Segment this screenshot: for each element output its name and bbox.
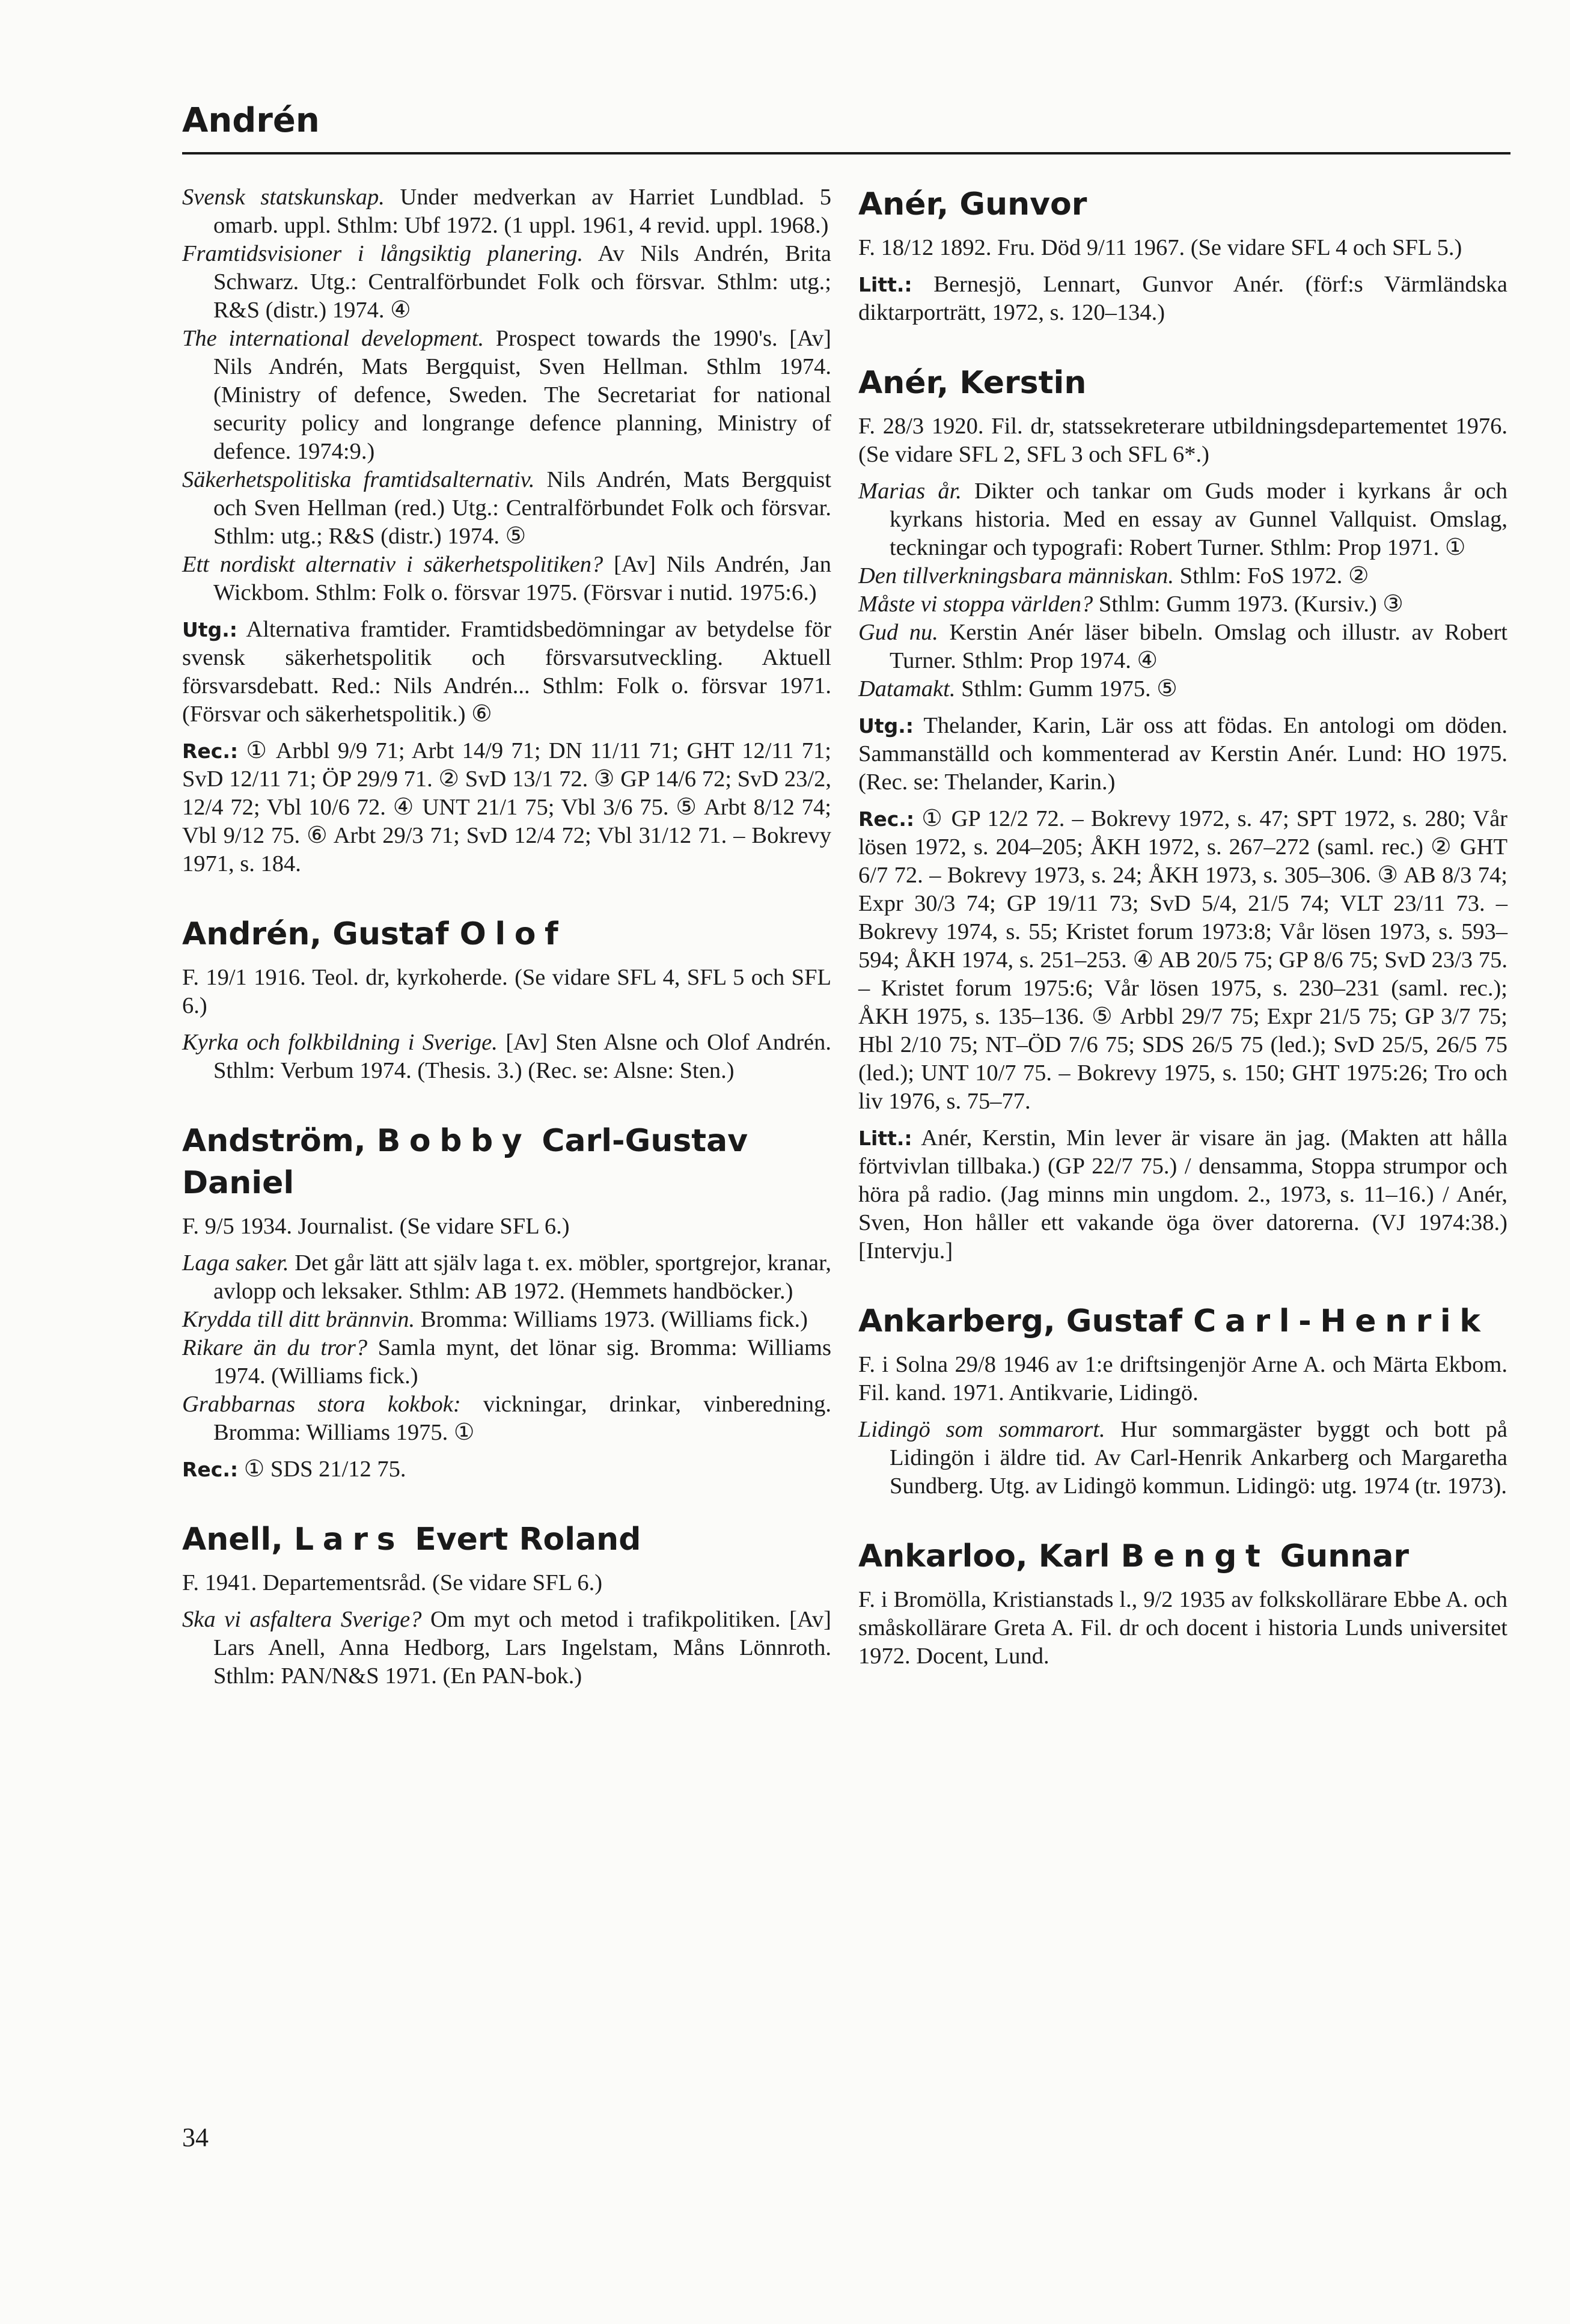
kerstin-work-1: [858, 477, 1507, 562]
gustaf-work: [182, 1029, 831, 1085]
entry-heading-anell: Anell, Lars Evert Roland: [182, 1521, 641, 1558]
utg-text: Thelander, Karin, Lär oss att födas. En antologi om döden. Sammanställd och kommenterad av Kerstin Anér. Lund: HO 1975. (Rec. se: Thelander, Karin.): [858, 713, 1507, 795]
work-text: Nils Andrén, Mats Bergquist och Sven Hellman (red.) Utg.: Centralförbundet Folk och försvar. Sthlm: utg.; R&S (distr.) 1974. ⑤: [213, 467, 831, 549]
work-text: Bromma: Williams 1973. (Williams fick.): [415, 1307, 808, 1332]
work-text: Om myt och metod i trafikpolitiken. [Av] Lars Anell, Anna Hedborg, Lars Ingelstam, Måns Lönnroth. Sthlm: PAN/N&S 1971. (En PAN-bok.): [213, 1607, 831, 1689]
bobby-work-1: [182, 1249, 831, 1306]
ankarberg-bio: F. i Solna 29/8 1946 av 1:e driftsingenjör Arne A. och Märta Ekbom. Fil. kand. 1971. Antikvarie, Lidingö.: [858, 1352, 1507, 1405]
work-title: Gud nu.: [858, 620, 938, 645]
work-text: Under medverkan av Harriet Lundblad. 5 omarb. uppl. Sthlm: Ubf 1972. (1 uppl. 1961, 4 revid. uppl. 1968.): [213, 185, 832, 238]
gunvor-litt: [858, 271, 1507, 327]
entry-heading-ankarberg: Ankarberg, Gustaf Carl-Henrik: [858, 1303, 1489, 1339]
work-title: Grabbarnas stora kokbok:: [182, 1392, 461, 1417]
kerstin-bio: F. 28/3 1920. Fil. dr, statssekreterare utbildningsdepartementet 1976. (Se vidare SFL 2, SFL 3 och SFL 6*.): [858, 414, 1507, 467]
work-text: Hur sommargäster byggt och bott på Lidingön i äldre tid. Av Carl-Henrik Ankarberg och Margaretha Sundberg. Utg. av Lidingö kommun. Lidingö: utg. 1974 (tr. 1973).: [890, 1417, 1508, 1499]
bobby-work-4: [182, 1390, 831, 1447]
work-title: Framtidsvisioner i långsiktig planering.: [182, 241, 584, 266]
andren-work-5: [182, 551, 831, 607]
anell-bio: F. 1941. Departementsråd. (Se vidare SFL 6.): [182, 1570, 603, 1595]
work-text: Dikter och tankar om Guds moder i kyrkans år och kyrkans historia. Med en essay av Gunnel Vallquist. Omslag, teckningar och typografi: Robert Turner. Sthlm: Prop 1971. ①: [890, 479, 1508, 560]
entry-heading-ankarloo: Ankarloo, Karl Bengt Gunnar: [858, 1538, 1410, 1574]
header-rule: [182, 152, 1510, 154]
kerstin-work-3: [858, 590, 1507, 619]
work-text: Det går lätt att själv laga t. ex. möbler, sportgrejor, kranar, avlopp och leksaker. Sthlm: AB 1972. (Hemmets handböcker.): [213, 1250, 831, 1304]
bobby-rec: [182, 1455, 831, 1484]
kerstin-rec: [858, 805, 1507, 1116]
ankarloo-bio: F. i Bromölla, Kristianstads l., 9/2 1935 av folkskollärare Ebbe A. och småskollärare Greta A. Fil. dr och docent i historia Lunds universitet 1972. Docent, Lund.: [858, 1587, 1507, 1669]
litt-text: Anér, Kerstin, Min lever är visare än jag. (Makten att hålla förtvivlan tillbaka.) (GP 22/7 75.) / densamma, Stoppa strumpor och höra på radio. (Jag minns min ungdom. 2., 1973, s. 11–16.) / Anér, Sven, Hon håller ett vakande öga över datorerna. (VJ 1974:38.) [Intervju.]: [858, 1125, 1507, 1264]
andren-rec: [182, 737, 831, 878]
gustaf-bio: F. 19/1 1916. Teol. dr, kyrkoherde. (Se vidare SFL 4, SFL 5 och SFL 6.): [182, 965, 831, 1018]
bobby-work-2: [182, 1306, 831, 1334]
work-title: Kyrka och folkbildning i Sverige.: [182, 1030, 498, 1055]
right-column: [858, 183, 1507, 1671]
work-title: Rikare än du tror?: [182, 1335, 368, 1360]
ankarberg-work: [858, 1416, 1507, 1500]
litt-label: Litt.:: [858, 273, 912, 296]
work-title: Måste vi stoppa världen?: [858, 592, 1093, 617]
work-title: Datamakt.: [858, 676, 956, 702]
running-head: Andrén: [182, 101, 320, 140]
work-text: Prospect towards the 1990's. [Av] Nils Andrén, Mats Bergquist, Sven Hellman. Sthlm 1974. (Ministry of defence, Sweden. The Secretariat for national security policy and longrange defence planning, Ministry of defence. 1974:9.): [213, 326, 831, 464]
gunvor-bio: F. 18/12 1892. Fru. Död 9/11 1967. (Se vidare SFL 4 och SFL 5.): [858, 235, 1462, 260]
rec-label: Rec.:: [182, 739, 239, 763]
work-title: Säkerhetspolitiska framtidsalternativ.: [182, 467, 535, 492]
rec-text: ① GP 12/2 72. – Bokrevy 1972, s. 47; SPT 1972, s. 280; Vår lösen 1972, s. 204–205; ÅKH 1972, s. 267–272 (saml. rec.) ② GHT 6/7 72. – Bokrevy 1973, s. 24; ÅKH 1973, s. 305–306. ③ AB 8/3 74; Expr 30/3 74; GP 19/11 73; SvD 5/4, 21/5 74; VLT 23/11 73. – Bokrevy 1974, s. 55; Kristet forum 1973:8; Vår lösen 1973, s. 593–594; ÅKH 1974, s. 251–253. ④ AB 20/5 75; GP 8/6 75; SvD 23/3 75. – Kristet forum 1975:6; Vår lösen 1975, s. 230–231 (saml. rec.); ÅKH 1975, s. 135–136. ⑤ Arbbl 29/7 75; Expr 21/5 75; GP 3/7 75; Hbl 2/10 75; NT–ÖD 7/6 75; SDS 26/5 75 (led.); SvD 25/5, 26/5 75 (led.); UNT 10/7 75. – Bokrevy 1975, s. 150; GHT 1975:26; Tro och liv 1976, s. 75–77.: [858, 806, 1507, 1114]
work-title: Lidingö som sommarort.: [858, 1417, 1105, 1442]
work-title: Ska vi asfaltera Sverige?: [182, 1607, 422, 1632]
utg-label: Utg.:: [858, 714, 914, 738]
work-title: Marias år.: [858, 479, 962, 504]
kerstin-work-4: [858, 619, 1507, 675]
andren-work-1: [182, 183, 831, 240]
rec-label: Rec.:: [182, 1458, 239, 1481]
work-text: Sthlm: Gumm 1975. ⑤: [955, 676, 1178, 702]
kerstin-work-5: [858, 675, 1507, 703]
work-title: Ett nordiskt alternativ i säkerhetspolitiken?: [182, 552, 603, 577]
work-text: Sthlm: FoS 1972. ②: [1174, 563, 1369, 589]
rec-text: ① Arbbl 9/9 71; Arbt 14/9 71; DN 11/11 71; GHT 12/11 71; SvD 12/11 71; ÖP 29/9 71. ② SvD 13/1 72. ③ GP 14/6 72; SvD 23/2, 12/4 72; Vbl 10/6 72. ④ UNT 21/1 75; Vbl 3/6 75. ⑤ Arbt 8/12 74; Vbl 9/12 75. ⑥ Arbt 29/3 71; SvD 12/4 72; Vbl 31/12 71. – Bokrevy 1971, s. 184.: [182, 738, 831, 876]
entry-heading-andren-gustaf: Andrén, Gustaf Olof: [182, 916, 567, 952]
work-text: [Av] Sten Alsne och Olof Andrén. Sthlm: Verbum 1974. (Thesis. 3.) (Rec. se: Alsne: Sten.): [213, 1030, 832, 1083]
work-text: Av Nils Andrén, Brita Schwarz. Utg.: Centralförbundet Folk och försvar. Sthlm: utg.; R&S (distr.) 1974. ④: [213, 241, 831, 323]
entry-heading-andstrom: Andström, Bobby Carl-Gustav Daniel: [182, 1123, 748, 1201]
bobby-bio: F. 9/5 1934. Journalist. (Se vidare SFL 6.): [182, 1214, 570, 1239]
utg-label: Utg.:: [182, 618, 237, 641]
kerstin-litt: [858, 1124, 1507, 1265]
work-title: Laga saker.: [182, 1250, 289, 1276]
entry-heading-aner-kerstin: Anér, Kerstin: [858, 365, 1087, 401]
work-text: Samla mynt, det lönar sig. Bromma: Williams 1974. (Williams fick.): [213, 1335, 831, 1389]
kerstin-utg: [858, 712, 1507, 797]
bobby-work-3: [182, 1334, 831, 1390]
litt-label: Litt.:: [858, 1127, 912, 1150]
work-text: [Av] Nils Andrén, Jan Wickbom. Sthlm: Folk o. försvar 1975. (Försvar i nutid. 1975:6.): [213, 552, 831, 605]
work-text: vickningar, drinkar, vinberedning. Bromma: Williams 1975. ①: [213, 1392, 832, 1445]
andren-work-3: [182, 325, 831, 466]
entry-heading-aner-gunvor: Anér, Gunvor: [858, 186, 1087, 222]
work-text: Sthlm: Gumm 1973. (Kursiv.) ③: [1093, 592, 1404, 617]
andren-work-2: [182, 240, 831, 325]
left-column: [182, 183, 831, 1690]
rec-text: ① SDS 21/12 75.: [238, 1457, 406, 1482]
utg-text: Alternativa framtider. Framtidsbedömningar av betydelse för svensk säkerhetspolitik och försvarsutveckling. Aktuell försvarsdebatt. Red.: Nils Andrén... Sthlm: Folk o. försvar 1971. (Försvar och säkerhetspolitik.) ⑥: [182, 617, 831, 727]
page-number: 34: [182, 2123, 209, 2152]
andren-work-4: [182, 466, 831, 551]
kerstin-work-2: [858, 562, 1507, 590]
work-title: Svensk statskunskap.: [182, 185, 385, 210]
work-title: Krydda till ditt brännvin.: [182, 1307, 415, 1332]
anell-work: [182, 1606, 831, 1690]
work-title: The international development.: [182, 326, 484, 351]
work-title: Den tillverkningsbara människan.: [858, 563, 1174, 589]
litt-text: Bernesjö, Lennart, Gunvor Anér. (förf:s Värmländska diktarporträtt, 1972, s. 120–134.): [858, 272, 1507, 325]
andren-utg: [182, 616, 831, 729]
rec-label: Rec.:: [858, 807, 915, 831]
work-text: Kerstin Anér läser bibeln. Omslag och illustr. av Robert Turner. Sthlm: Prop 1974. ④: [890, 620, 1507, 673]
